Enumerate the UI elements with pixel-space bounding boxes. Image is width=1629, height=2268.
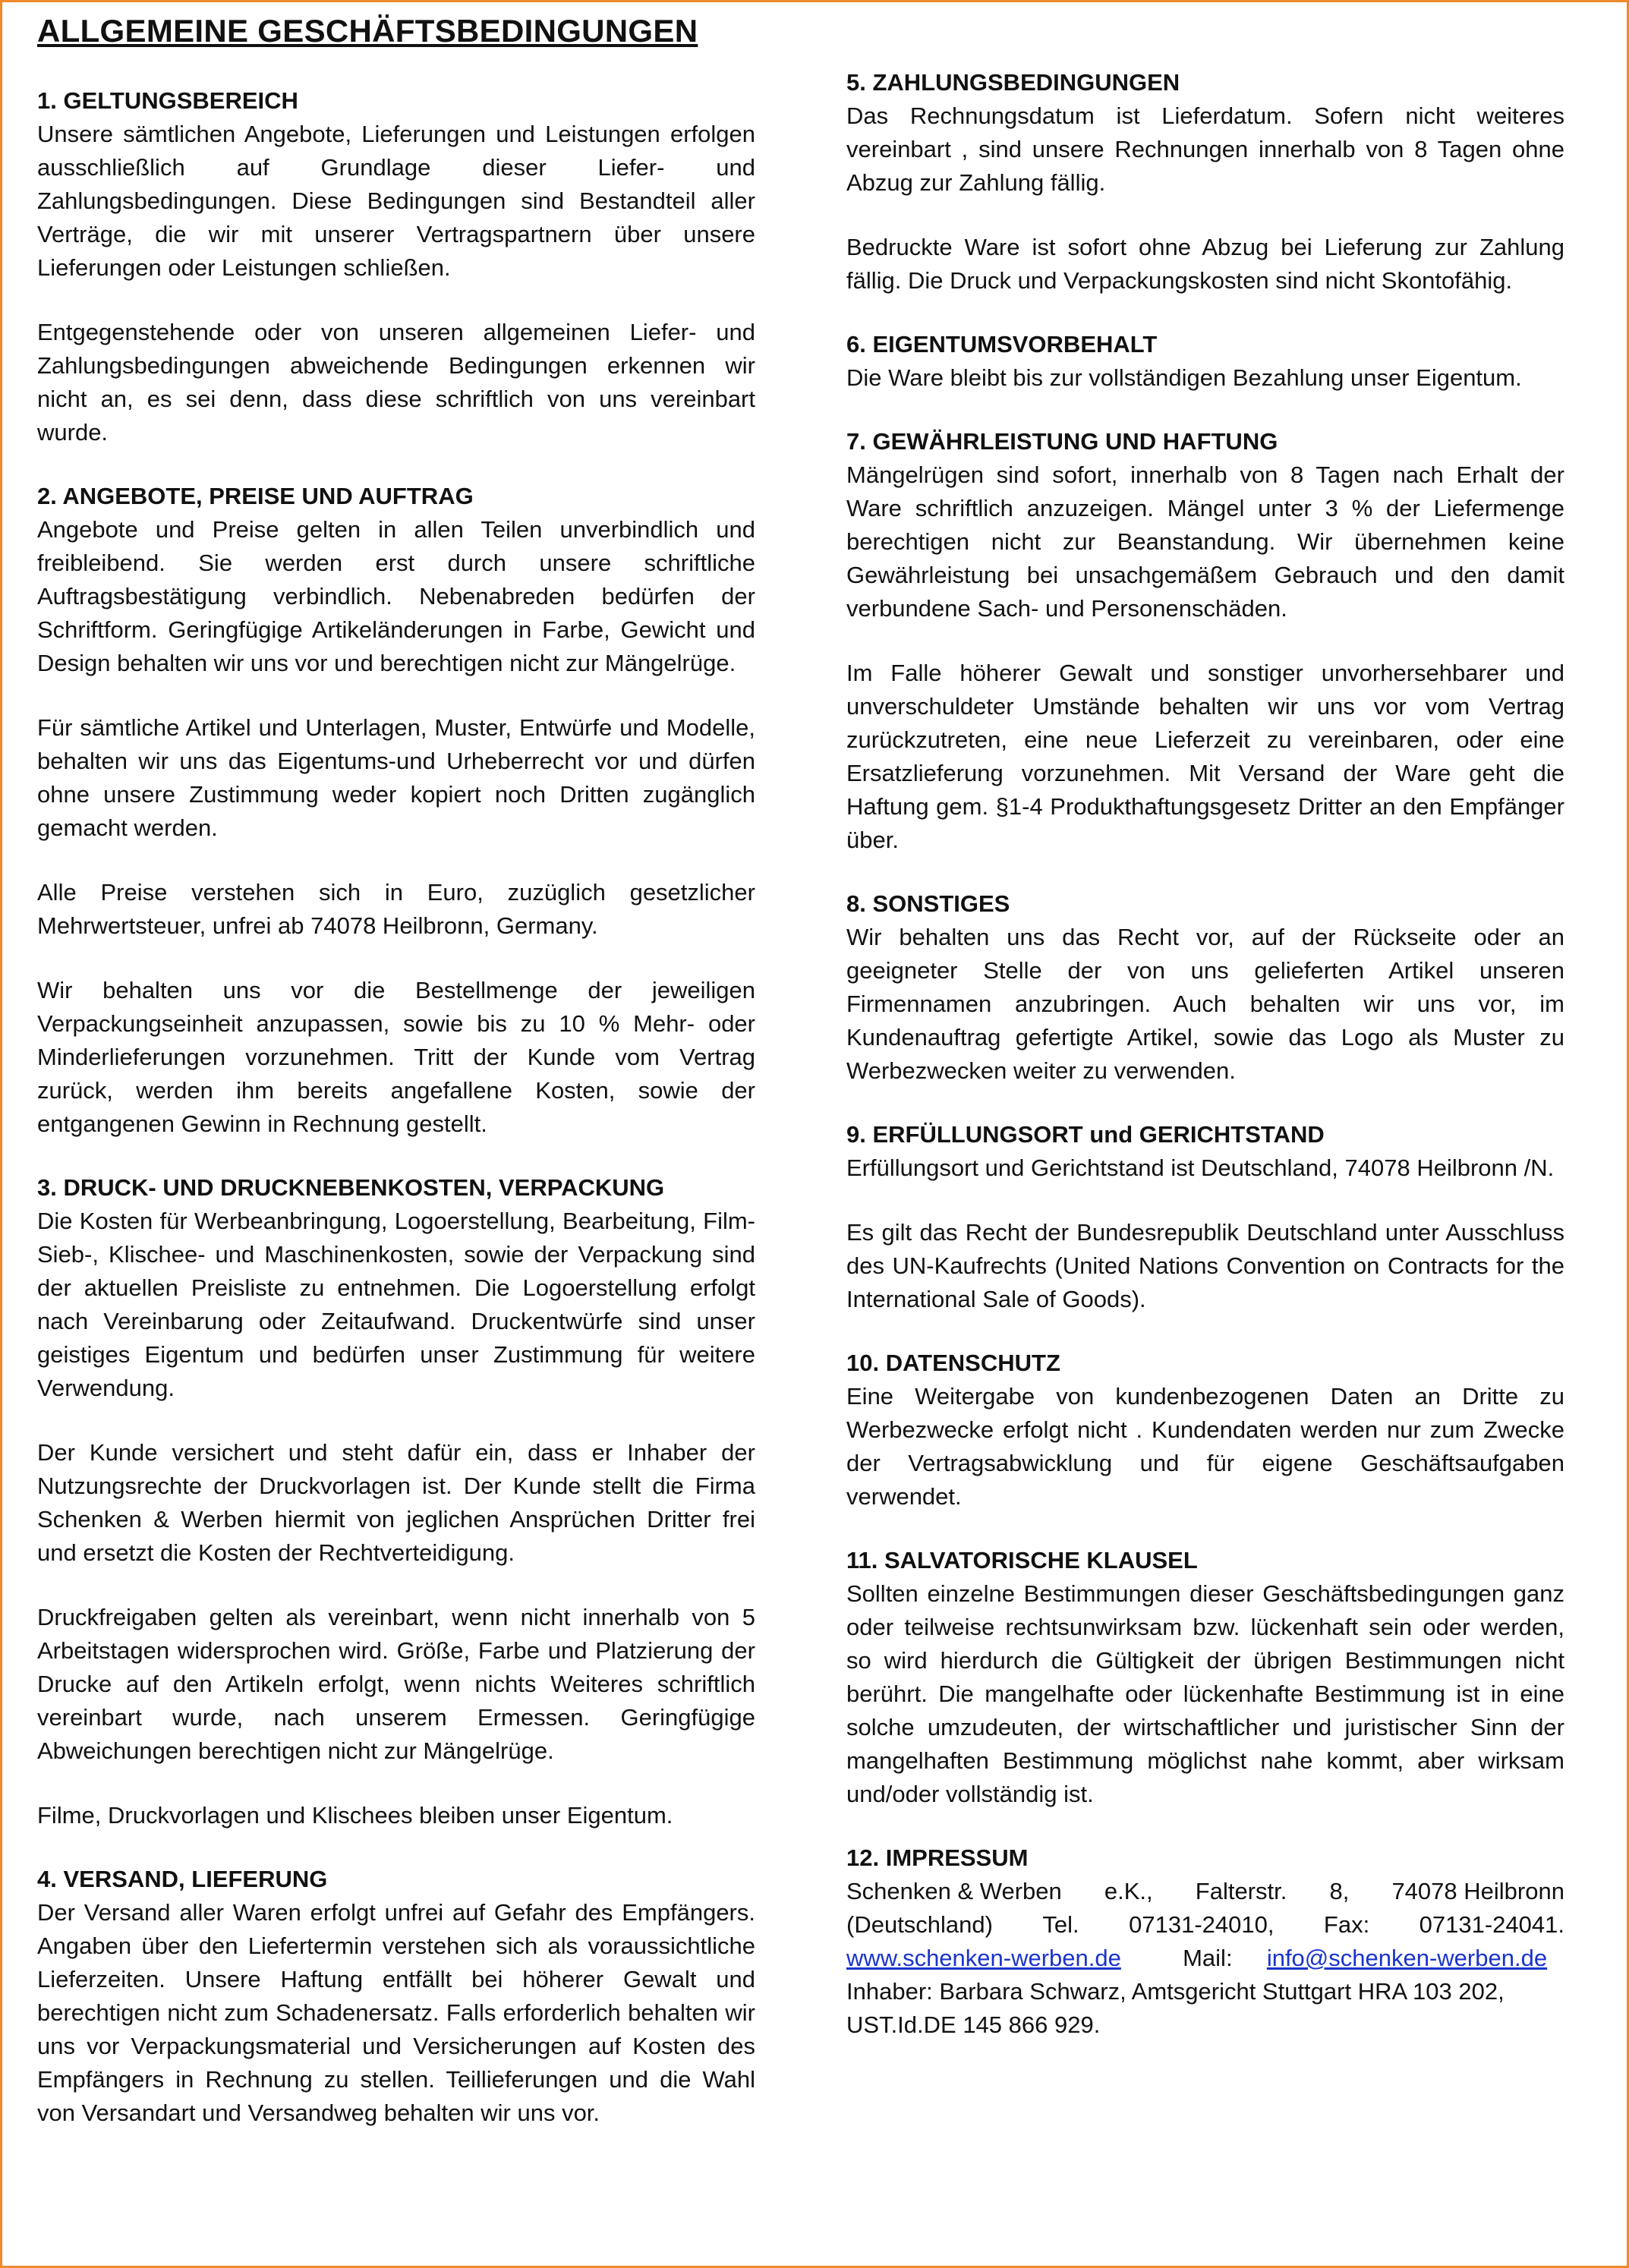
- mail-label: Mail:: [1183, 1945, 1233, 1971]
- section-heading: 5. ZAHLUNGSBEDINGUNGEN: [846, 69, 1180, 96]
- paragraph: Druckfreigaben gelten als vereinbart, wenn nicht innerhalb von 5 Arbeitstagen widersprochen wird. Größe, Farbe und Platzierung der Drucke auf den Artikeln erfolgt, wenn nichts Weiteres schriftlich vereinbart wurde, nach unserem Ermessen. Geringfügige Abweichungen berechtigen nicht zur Mängelrüge.: [37, 1604, 755, 1764]
- impressum-address: [846, 1875, 1564, 1908]
- impressum-section: [846, 1841, 1564, 2042]
- section-heading: 6. EIGENTUMSVORBEHALT: [846, 331, 1158, 358]
- fax-label: Fax:: [1323, 1911, 1370, 1938]
- section-heading: 12. IMPRESSUM: [846, 1844, 1029, 1871]
- paragraph: Die Kosten für Werbeanbringung, Logoerstellung, Bearbeitung, Film- Sieb-, Klischee- und Maschinenkosten, sowie der Verpackung sind der aktuellen Preisliste zu entnehmen. Die Logoerstellung erfolgt nach Vereinbarung oder Zeitaufwand. Druckentwürfe sind unser geistiges Eigentum und bedürfen unser Zustimmung für weitere Verwendung.: [37, 1208, 755, 1401]
- section: [846, 425, 1564, 857]
- paragraph: Entgegenstehende oder von unseren allgemeinen Liefer- und Zahlungsbedingungen abweichende Bedingungen erkennen wir nicht an, es sei denn, dass diese schriftlich von uns vereinbart wurde.: [37, 319, 755, 446]
- right-sections: [846, 66, 1564, 1811]
- section: [37, 1863, 755, 2130]
- section: [846, 1118, 1564, 1316]
- paragraph: Die Ware bleibt bis zur vollständigen Bezahlung unser Eigentum.: [846, 364, 1522, 391]
- paragraph: Wir behalten uns das Recht vor, auf der Rückseite oder an geeigneter Stelle der von uns gelieferten Artikel unseren Firmennamen anzubringen. Auch behalten wir uns vor, im Kundenauftrag gefertigte Artikel, sowie das Logo als Muster zu Werbezwecken weiter zu verwenden.: [846, 924, 1564, 1084]
- address-part: e.K.,: [1104, 1878, 1153, 1904]
- paragraph: Im Falle höherer Gewalt und sonstiger unvorhersehbarer und unverschuldeter Umstände behalten wir uns vor vom Vertrag zurückzutreten, eine neue Lieferzeit zu vereinbaren, oder eine Ersatzlieferung vorzunehmen. Mit Versand der Ware geht die Haftung gem. §1-4 Produkthaftungsgesetz Dritter an den Empfänger über.: [846, 660, 1564, 853]
- impressum-contact-row: [846, 1942, 1564, 1975]
- section: [846, 887, 1564, 1088]
- section-heading: 7. GEWÄHRLEISTUNG UND HAFTUNG: [846, 428, 1278, 455]
- paragraph: Der Kunde versichert und steht dafür ein, dass er Inhaber der Nutzungsrechte der Druckvorlagen ist. Der Kunde stellt die Firma Schenken & Werben hiermit von jeglichen Ansprüchen Dritter frei und ersetzt die Kosten der Rechtverteidigung.: [37, 1439, 755, 1566]
- section: [846, 1347, 1564, 1514]
- section: [37, 480, 755, 1141]
- owner-text: Inhaber: Barbara Schwarz, Amtsgericht Stuttgart HRA 103 202,: [846, 1978, 1505, 2005]
- paragraph: Bedruckte Ware ist sofort ohne Abzug bei Lieferung zur Zahlung fällig. Die Druck und Verpackungskosten sind nicht Skontofähig.: [846, 234, 1564, 294]
- paragraph: Mängelrügen sind sofort, innerhalb von 8 Tagen nach Erhalt der Ware schriftlich anzuzeigen. Mängel unter 3 % der Liefermenge berechtigen nicht zur Beanstandung. Wir übernehmen keine Gewährleistung bei unsachgemäßem Gebrauch und den damit verbundene Sach- und Personenschäden.: [846, 461, 1564, 622]
- left-column: [37, 84, 755, 2160]
- paragraph: Wir behalten uns vor die Bestellmenge der jeweiligen Verpackungseinheit anzupassen, sowie bis zu 10 % Mehr- oder Minderlieferungen vorzunehmen. Tritt der Kunde vom Vertrag zurück, werden ihm bereits angefallene Kosten, sowie der entgangenen Gewinn in Rechnung gestellt.: [37, 977, 755, 1137]
- section-heading: 3. DRUCK- UND DRUCKNEBENKOSTEN, VERPACKUNG: [37, 1174, 665, 1201]
- address-part: 74078 Heilbronn: [1391, 1878, 1564, 1904]
- address-part: Falterstr.: [1195, 1878, 1287, 1904]
- section-heading: 10. DATENSCHUTZ: [846, 1350, 1060, 1376]
- paragraph: Alle Preise verstehen sich in Euro, zuzüglich gesetzlicher Mehrwertsteuer, unfrei ab 74078 Heilbronn, Germany.: [37, 879, 755, 939]
- section-heading: 9. ERFÜLLUNGSORT und GERICHTSTAND: [846, 1121, 1325, 1148]
- country-text: (Deutschland): [846, 1911, 993, 1938]
- address-part: 8,: [1329, 1878, 1350, 1904]
- impressum-phone-row: [846, 1908, 1564, 1942]
- paragraph: Der Versand aller Waren erfolgt unfrei auf Gefahr des Empfängers. Angaben über den Liefertermin verstehen sich als voraussichtliche Lieferzeiten. Unsere Haftung entfällt bei höherer Gewalt und berechtigen nicht zum Schadenersatz. Falls erforderlich behalten wir uns vor Verpackungsmaterial und Versicherungen auf Kosten des Empfängers in Rechnung zu stellen. Teillieferungen und die Wahl von Versandart und Versandweg behalten wir uns vor.: [37, 1899, 755, 2126]
- tel-number: 07131-24010,: [1129, 1911, 1275, 1938]
- section-heading: 2. ANGEBOTE, PREISE UND AUFTRAG: [37, 483, 474, 509]
- section-heading: 4. VERSAND, LIEFERUNG: [37, 1866, 328, 1892]
- fax-number: 07131-24041.: [1419, 1911, 1564, 1938]
- paragraph: Unsere sämtlichen Angebote, Lieferungen und Leistungen erfolgen ausschließlich auf Grundlage dieser Liefer- und Zahlungsbedingungen. Diese Bedingungen sind Bestandteil aller Verträge, die wir mit unserer Vertragspartnern über unsere Lieferungen oder Leistungen schließen.: [37, 121, 755, 281]
- section: [846, 1544, 1564, 1811]
- paragraph: Für sämtliche Artikel und Unterlagen, Muster, Entwürfe und Modelle, behalten wir uns das Eigentums-und Urheberrecht vor und dürfen ohne unsere Zustimmung weder kopiert noch Dritten zugänglich gemacht werden.: [37, 714, 755, 841]
- section-heading: 8. SONSTIGES: [846, 890, 1010, 917]
- paragraph: Filme, Druckvorlagen und Klischees bleiben unser Eigentum.: [37, 1802, 673, 1829]
- paragraph: Das Rechnungsdatum ist Lieferdatum. Sofern nicht weiteres vereinbart , sind unsere Rechnungen innerhalb von 8 Tagen ohne Abzug zur Zahlung fällig.: [846, 102, 1564, 196]
- website-link[interactable]: www.schenken-werben.de: [846, 1945, 1121, 1971]
- section-heading: 11. SALVATORISCHE KLAUSEL: [846, 1547, 1198, 1573]
- paragraph: Sollten einzelne Bestimmungen dieser Geschäftsbedingungen ganz oder teilweise rechtsunwirksam bzw. lückenhaft sein oder werden, so wird hierdurch die Gültigkeit der übrigen Bestimmungen nicht berührt. Die mangelhafte oder lückenhafte Bestimmung ist in eine solche umzudeuten, der wirtschaftlicher und juristischer Sinn der mangelhaften Bestimmung möglichst nahe kommt, aber wirksam und/oder vollständig ist.: [846, 1580, 1564, 1807]
- address-part: Schenken & Werben: [846, 1878, 1062, 1904]
- ust-id-text: UST.Id.DE 145 866 929.: [846, 2011, 1101, 2038]
- section: [37, 1171, 755, 1832]
- paragraph: Es gilt das Recht der Bundesrepublik Deutschland unter Ausschluss des UN-Kaufrechts (United Nations Convention on Contracts for the International Sale of Goods).: [846, 1219, 1564, 1312]
- page-title: ALLGEMEINE GESCHÄFTSBEDINGUNGEN: [37, 13, 698, 49]
- right-column: [846, 66, 1564, 2072]
- section: [846, 66, 1564, 298]
- section: [37, 84, 755, 449]
- email-link[interactable]: info@schenken-werben.de: [1266, 1945, 1548, 1971]
- paragraph: Angebote und Preise gelten in allen Teilen unverbindlich und freibleibend. Sie werden erst durch unsere schriftliche Auftragsbestätigung verbindlich. Nebenabreden bedürfen der Schriftform. Geringfügige Artikeländerungen in Farbe, Gewicht und Design behalten wir uns vor und berechtigen nicht zur Mängelrüge.: [37, 516, 755, 676]
- tel-label: Tel.: [1042, 1911, 1079, 1938]
- paragraph: Eine Weitergabe von kundenbezogenen Daten an Dritte zu Werbezwecke erfolgt nicht . Kundendaten werden nur zum Zwecke der Vertragsabwicklung und für eigene Geschäftsaufgaben verwendet.: [846, 1383, 1564, 1510]
- paragraph: Erfüllungsort und Gerichtstand ist Deutschland, 74078 Heilbronn /N.: [846, 1154, 1555, 1181]
- section: [846, 328, 1564, 395]
- section-heading: 1. GELTUNGSBEREICH: [37, 87, 298, 114]
